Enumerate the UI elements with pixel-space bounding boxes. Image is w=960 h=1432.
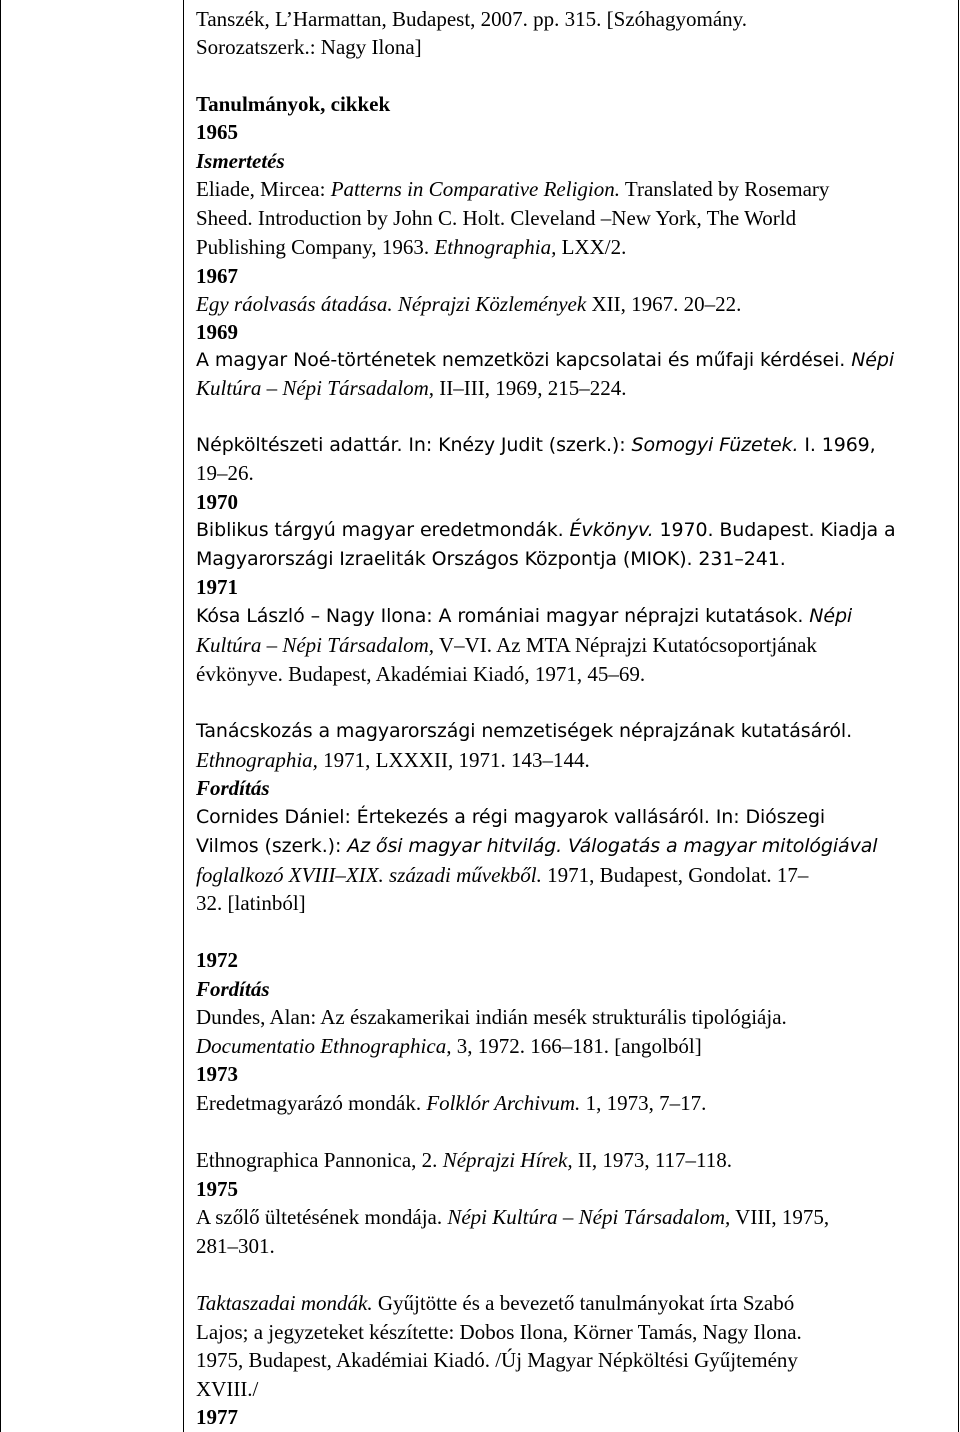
text-segment: A magyar Noé-történetek nemzetközi kapcsolatai és műfaji kérdései.	[196, 349, 852, 371]
text-segment: Tanácskozás a magyarországi nemzetiségek néprajzának kutatásáról.	[196, 720, 853, 742]
bibliography-line	[196, 346, 894, 374]
text-segment: Dundes, Alan: Az északamerikai indián mesék strukturális tipológiája.	[196, 1005, 787, 1029]
text-segment: 1975	[196, 1177, 238, 1201]
text-segment: II–III, 1969, 215–224.	[434, 376, 627, 400]
bibliography-line	[196, 1318, 802, 1346]
text-segment: 1965	[196, 120, 238, 144]
text-segment: Sorozatszerk.: Nagy Ilona]	[196, 35, 422, 59]
text-segment: 1972	[196, 948, 238, 972]
text-segment: 281–301.	[196, 1234, 275, 1258]
text-segment: 1975, Budapest, Akadémiai Kiadó. /Új Magyar Népköltési Gyűjtemény	[196, 1348, 798, 1372]
text-segment: 32. [latinból]	[196, 891, 306, 915]
bibliography-line	[196, 431, 876, 459]
text-segment: Ethnographica Pannonica, 2.	[196, 1148, 443, 1172]
text-segment: Ethnographia,	[434, 235, 557, 259]
text-segment: Az ősi magyar hitvilág. Válogatás a magyar mitológiával	[347, 835, 878, 857]
bibliography-line	[196, 318, 238, 346]
text-segment: 1970	[196, 490, 238, 514]
bibliography-line	[196, 660, 645, 688]
bibliography-line	[196, 746, 590, 774]
text-segment: Népi Kultúra – Népi Társadalom,	[447, 1205, 731, 1229]
text-segment: 1971	[196, 575, 238, 599]
bibliography-line	[196, 33, 422, 61]
text-segment: Lajos; a jegyzeteket készítette: Dobos Ilona, Körner Tamás, Nagy Ilona.	[196, 1320, 802, 1344]
text-segment: XVIII./	[196, 1377, 259, 1401]
bibliography-line	[196, 573, 238, 601]
text-segment: 3, 1972. 166–181. [angolból]	[451, 1034, 702, 1058]
bibliography-line	[196, 889, 306, 917]
bibliography-line	[196, 1289, 794, 1317]
left-column	[1, 0, 184, 1432]
bibliography-line	[196, 1375, 258, 1403]
bibliography-line	[196, 1403, 238, 1431]
text-segment: Néprajzi Hírek,	[442, 1148, 573, 1172]
text-segment: XII, 1967. 20–22.	[586, 292, 742, 316]
text-segment: Translated by Rosemary	[620, 177, 830, 201]
text-segment: 1971, Budapest, Gondolat. 17–	[541, 863, 809, 887]
text-segment: LXX/2.	[556, 235, 627, 259]
bibliography-line	[196, 204, 796, 232]
text-segment: V–VI. Az MTA Néprajzi Kutatócsoportjának	[434, 633, 817, 657]
bibliography-line	[196, 516, 896, 544]
text-segment: Taktaszadai mondák.	[196, 1291, 373, 1315]
bibliography-line	[196, 861, 808, 889]
text-segment: 1970. Budapest. Kiadja a	[653, 519, 896, 541]
bibliography-line	[196, 1146, 732, 1174]
bibliography-line	[196, 233, 626, 261]
text-segment: foglalkozó XVIII–XIX. századi művekből.	[196, 863, 542, 887]
text-segment: 1969	[196, 320, 238, 344]
text-segment: Cornides Dániel: Értekezés a régi magyarok vallásáról. In: Diószegi	[196, 806, 826, 828]
bibliography-line	[196, 147, 285, 175]
text-segment: Folklór Archivum.	[426, 1091, 581, 1115]
bibliography-line	[196, 175, 829, 203]
text-segment: 1971, LXXXII, 1971. 143–144.	[317, 748, 590, 772]
text-segment: 1, 1973, 7–17.	[580, 1091, 707, 1115]
text-segment: VIII, 1975,	[730, 1205, 830, 1229]
text-segment: Tanulmányok, cikkek	[196, 92, 391, 116]
bibliography-line	[196, 1089, 706, 1117]
text-segment: Biblikus tárgyú magyar eredetmondák.	[196, 519, 570, 541]
text-segment: I. 1969,	[798, 434, 876, 456]
bibliography-line	[196, 803, 825, 831]
text-segment: Vilmos (szerk.):	[196, 835, 348, 857]
text-segment: Patterns in Comparative Religion.	[330, 177, 620, 201]
bibliography-line	[196, 1060, 238, 1088]
bibliography-line	[196, 374, 627, 402]
text-segment: 1967	[196, 264, 238, 288]
bibliography-line	[196, 975, 270, 1003]
bibliography-line	[196, 290, 741, 318]
bibliography-line	[196, 832, 877, 860]
text-segment: Népi	[851, 349, 895, 371]
text-segment: Fordítás	[196, 977, 270, 1001]
bibliography-line	[196, 602, 852, 630]
text-segment: 19–26.	[196, 461, 254, 485]
bibliography-line	[196, 545, 786, 573]
bibliography-line	[196, 1346, 798, 1374]
text-segment: Eredetmagyarázó mondák.	[196, 1091, 427, 1115]
bibliography-line	[196, 1175, 238, 1203]
text-segment: Kultúra – Népi Társadalom,	[196, 633, 435, 657]
bibliography-line	[196, 488, 238, 516]
text-segment: Évkönyv.	[569, 519, 654, 541]
text-segment: Sheed. Introduction by John C. Holt. Cleveland –New York, The World	[196, 206, 797, 230]
bibliography-line	[196, 90, 390, 118]
text-segment: Somogyi Füzetek.	[631, 434, 799, 456]
text-segment: Kósa László – Nagy Ilona: A romániai magyar néprajzi kutatások.	[196, 605, 810, 627]
text-segment: 1977	[196, 1405, 238, 1429]
text-segment: Kultúra – Népi Társadalom,	[196, 376, 435, 400]
bibliography-line	[196, 631, 817, 659]
bibliography-line	[196, 118, 238, 146]
bibliography-line	[196, 262, 238, 290]
text-segment: Népi	[809, 605, 853, 627]
text-segment: Ismertetés	[196, 149, 285, 173]
text-segment: Fordítás	[196, 776, 270, 800]
bibliography-line	[196, 1232, 275, 1260]
text-segment: Gyűjtötte és a bevezető tanulmányokat írta Szabó	[372, 1291, 795, 1315]
bibliography-line	[196, 717, 852, 745]
text-segment: II, 1973, 117–118.	[572, 1148, 733, 1172]
text-segment: Egy ráolvasás átadása. Néprajzi Közlemények	[196, 292, 587, 316]
bibliography-line	[196, 1203, 829, 1231]
text-segment: Ethnographia,	[196, 748, 318, 772]
text-segment: Magyarországi Izraeliták Országos Központja (MIOK). 231–241.	[196, 548, 786, 570]
bibliography-line	[196, 5, 747, 33]
text-segment: évkönyve. Budapest, Akadémiai Kiadó, 1971, 45–69.	[196, 662, 646, 686]
bibliography-line	[196, 1032, 702, 1060]
text-segment: Tanszék, L’Harmattan, Budapest, 2007. pp. 315. [Szóhagyomány.	[196, 7, 748, 31]
bibliography-line	[196, 946, 238, 974]
text-segment: Documentatio Ethnographica,	[196, 1034, 452, 1058]
text-segment: Publishing Company, 1963.	[196, 235, 435, 259]
text-segment: Népköltészeti adattár. In: Knézy Judit (szerk.):	[196, 434, 632, 456]
bibliography-line	[196, 774, 270, 802]
bibliography-line	[196, 1003, 787, 1031]
bibliography-line	[196, 459, 254, 487]
text-segment: 1973	[196, 1062, 238, 1086]
text-segment: A szőlő ültetésének mondája.	[196, 1205, 448, 1229]
text-segment: Eliade, Mircea:	[196, 177, 331, 201]
